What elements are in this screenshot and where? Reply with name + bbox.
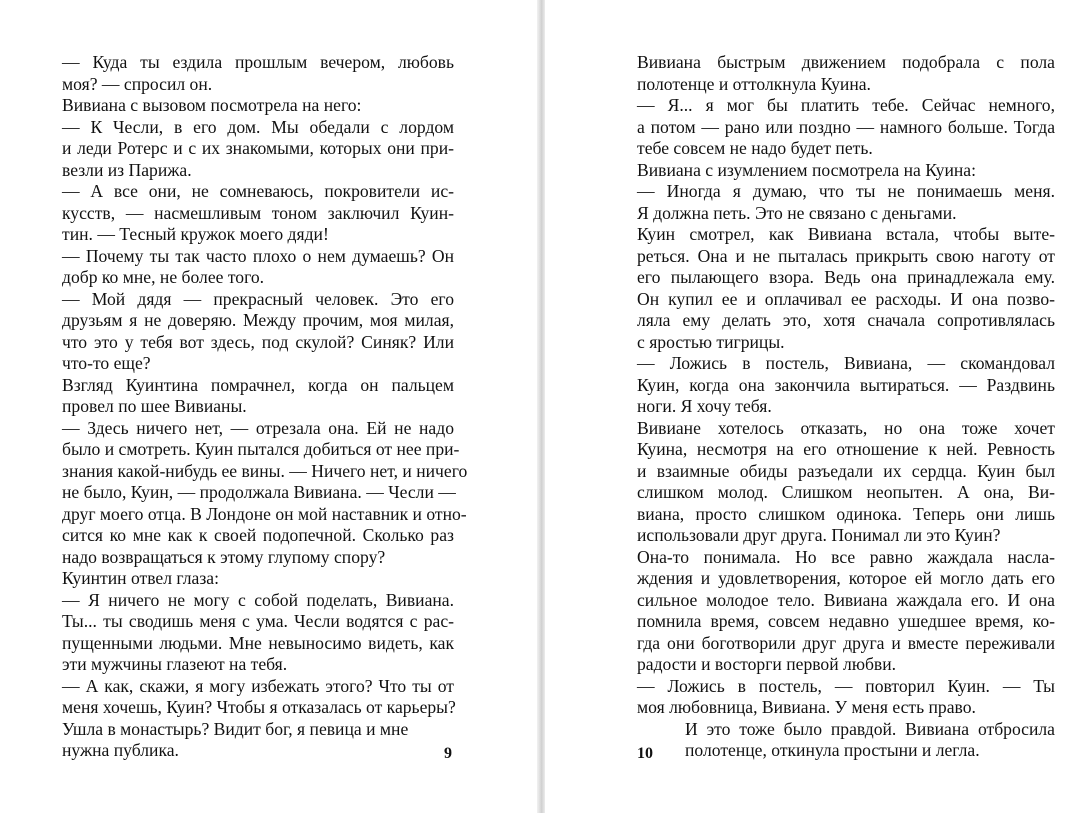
text-line: — Я... я мог бы платить тебе. Сейчас немного, bbox=[637, 95, 1055, 115]
text-line: сится ко мне как к своей подопечной. Сколько раз bbox=[62, 525, 454, 545]
text-line: полотенце, откинула простыни и легла. bbox=[685, 740, 980, 760]
text-line: везли из Парижа. bbox=[62, 159, 192, 180]
text-line: друг моего отца. В Лондоне он мой наставник и отно- bbox=[62, 503, 467, 524]
text-line: — Почему ты так часто плохо о нем думаешь? Он bbox=[62, 245, 454, 266]
text-line: — Мой дядя — прекрасный человек. Это его bbox=[62, 288, 454, 309]
right-page bbox=[545, 0, 1077, 813]
text-line: моя? — спросил он. bbox=[62, 73, 213, 94]
right-page-number: 10 bbox=[637, 745, 653, 762]
text-line: полотенце и оттолкнула Куина. bbox=[637, 73, 871, 94]
text-line: кусств, — насмешливым тоном заключил Куин- bbox=[62, 202, 454, 223]
text-line: нужна публика. bbox=[62, 740, 179, 760]
text-line: Взгляд Куинтина помрачнел, когда он пальцем bbox=[62, 374, 454, 395]
text-line: Вивиана с вызовом посмотрела на него: bbox=[62, 95, 362, 115]
book-gutter bbox=[537, 0, 545, 813]
text-line: — А как, скажи, я могу избежать этого? Что ты от bbox=[62, 675, 454, 696]
text-line: эти мужчины глазеют на тебя. bbox=[62, 654, 288, 674]
text-line: Куин смотрел, как Вивиана встала, чтобы выте- bbox=[637, 224, 1055, 244]
text-line: тебе совсем не надо будет петь. bbox=[637, 138, 873, 158]
text-line: ждения и удовлетворения, которое ей могло дать его bbox=[637, 568, 1055, 588]
text-line: что-то еще? bbox=[62, 353, 151, 373]
text-line: и леди Ротерс и с их знакомыми, которых они при- bbox=[62, 138, 454, 158]
text-line: его пылающего взора. Ведь она принадлежала ему. bbox=[637, 267, 1055, 287]
text-line: и взаимные обиды разъедали их сердца. Куин был bbox=[637, 460, 1055, 481]
text-line: Ушла в монастырь? Видит бог, я певица и мне bbox=[62, 718, 409, 739]
text-line: что это у тебя вот здесь, под скулой? Синяк? Или bbox=[62, 331, 454, 352]
right-page-text bbox=[637, 52, 1055, 762]
text-line: Вивиана быстрым движением подобрала с пола bbox=[637, 52, 1055, 72]
text-line: Я должна петь. Это не связано с деньгами. bbox=[637, 202, 957, 223]
text-line: ляла ему делать это, хотя сначала сопротивлялась bbox=[637, 310, 1055, 330]
text-line: гда они боготворили друг друга и вместе переживали bbox=[637, 632, 1055, 653]
text-line: радости и восторги первой любви. bbox=[637, 654, 897, 674]
text-line: надо возвращаться к этому глупому спору? bbox=[62, 546, 386, 567]
text-line: Куинтин отвел глаза: bbox=[62, 568, 219, 588]
text-line: И это тоже было правдой. Вивиана отбросила bbox=[685, 718, 1055, 739]
text-line: помнила время, совсем недавно ушедшее время, ко- bbox=[637, 611, 1055, 631]
text-line: было и смотреть. Куин пытался добиться от нее при- bbox=[62, 439, 460, 459]
text-line: реться. Она и не пыталась прикрыть свою наготу от bbox=[637, 245, 1055, 266]
text-line: добр ко мне, не более того. bbox=[62, 267, 265, 287]
text-line: Она-то понимала. Но все равно жаждала насла- bbox=[637, 546, 1055, 567]
text-line: Он купил ее и оплачивал ее расходы. И она позво- bbox=[637, 288, 1055, 309]
text-line: тин. — Тесный кружок моего дяди! bbox=[62, 224, 329, 244]
text-line: — Ложись в постель, Вивиана, — скомандовал bbox=[637, 353, 1055, 373]
text-line: пущенными людьми. Мне невыносимо видеть, как bbox=[62, 632, 454, 653]
text-line: слишком молод. Слишком неопытен. А она, Ви- bbox=[637, 482, 1055, 502]
text-line: Куина, несмотря на его отношение к ней. Ревность bbox=[637, 439, 1055, 459]
text-line: Ты... ты сводишь меня с ума. Чесли водятся с рас- bbox=[62, 611, 454, 631]
text-line: ноги. Я хочу тебя. bbox=[637, 396, 772, 416]
text-line: — Куда ты ездила прошлым вечером, любовь bbox=[62, 52, 454, 72]
text-line: — Я ничего не могу с собой поделать, Вивиана. bbox=[62, 589, 454, 610]
text-line: — К Чесли, в его дом. Мы обедали с лордом bbox=[62, 116, 454, 137]
text-line: Вивиана с изумлением посмотрела на Куина: bbox=[637, 159, 976, 180]
text-line: с яростью тигрицы. bbox=[637, 331, 785, 352]
text-line: — Иногда я думаю, что ты не понимаешь меня. bbox=[637, 181, 1055, 201]
text-line: сильное молодое тело. Вивиана жаждала его. И она bbox=[637, 589, 1055, 610]
left-page-text bbox=[62, 52, 468, 762]
text-line: использовали друг друга. Понимал ли это Куин? bbox=[637, 525, 1001, 545]
text-line: знания какой-нибудь ее вины. — Ничего нет, и ничего bbox=[62, 460, 468, 481]
text-line: — Здесь ничего нет, — отрезала она. Ей не надо bbox=[62, 417, 454, 438]
left-page-number: 9 bbox=[444, 745, 452, 762]
text-line: не было, Куин, — продолжала Вивиана. — Чесли — bbox=[62, 482, 456, 502]
text-line: — Ложись в постель, — повторил Куин. — Ты bbox=[637, 675, 1055, 696]
text-line: Куин, когда она закончила вытираться. — Раздвинь bbox=[637, 374, 1055, 395]
left-page bbox=[0, 0, 537, 813]
text-line: Вивиане хотелось отказать, но она тоже хочет bbox=[637, 417, 1055, 438]
text-line: — А все они, не сомневаюсь, покровители ис- bbox=[62, 181, 454, 201]
text-line: виана, просто слишком одинока. Теперь они лишь bbox=[637, 503, 1055, 524]
text-line: меня хочешь, Куин? Чтобы я отказалась от карьеры? bbox=[62, 697, 456, 717]
text-line: моя любовница, Вивиана. У меня есть право. bbox=[637, 697, 976, 717]
text-line: а потом — рано или поздно — намного больше. Тогда bbox=[637, 116, 1055, 137]
text-line: провел по шее Вивианы. bbox=[62, 396, 247, 416]
text-line: друзьям я не доверяю. Между прочим, моя милая, bbox=[62, 310, 454, 330]
